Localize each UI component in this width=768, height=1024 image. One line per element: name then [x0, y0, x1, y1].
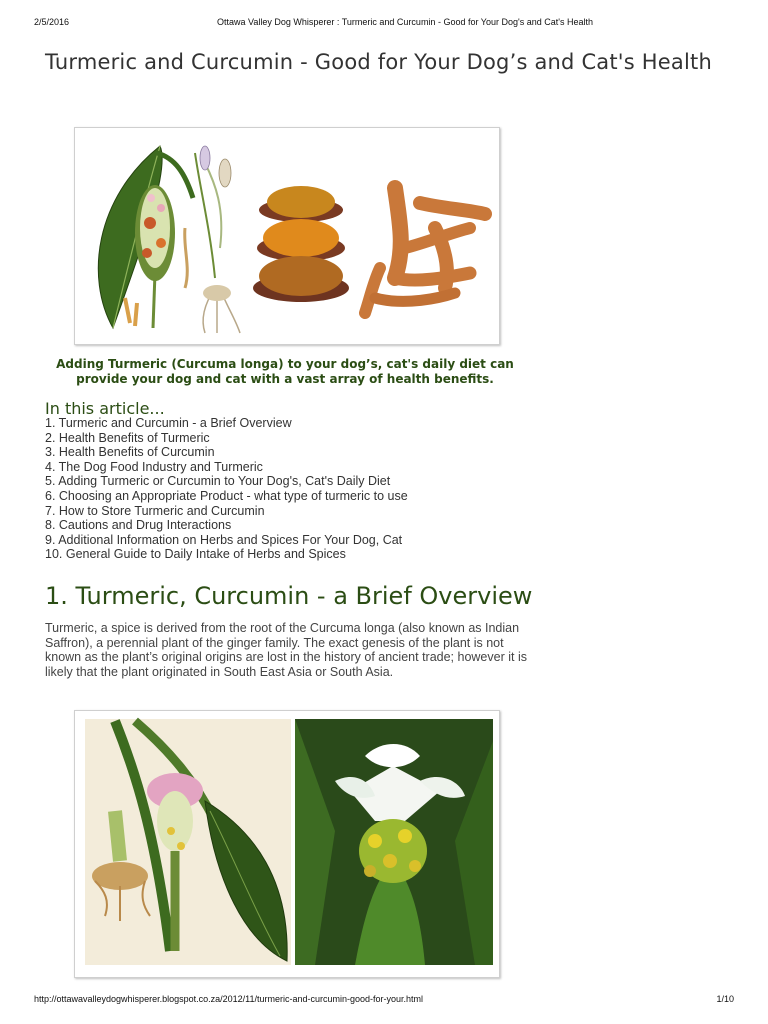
figure-caption: Adding Turmeric (Curcuma longa) to your dog’s, cat's daily diet can provide your dog and cat with a vast array of health benefits.	[56, 357, 514, 386]
page-number: 1/10	[716, 994, 734, 1004]
section-heading: 1. Turmeric, Curcumin - a Brief Overview	[45, 582, 533, 610]
overview-paragraph: Turmeric, a spice is derived from the root of the Curcuma longa (also known as Indian Saffron), a perennial plant of the ginger family. The exact genesis of the plant is not known as the plant’s original origins are lost in the history of ancient trade; however it is likely that the plant originated in South East Asia or South Asia.	[45, 621, 527, 679]
curcuma-flower-figure	[74, 710, 500, 978]
curcuma-flower-illustration	[75, 711, 499, 977]
toc-item[interactable]: 2. Health Benefits of Turmeric	[45, 430, 210, 445]
turmeric-illustration	[75, 128, 499, 344]
print-date: 2/5/2016	[34, 17, 70, 27]
toc-item[interactable]: 6. Choosing an Appropriate Product - what type of turmeric to use	[45, 488, 408, 503]
toc-item[interactable]: 9. Additional Information on Herbs and Spices For Your Dog, Cat	[45, 532, 403, 547]
toc-item[interactable]: 5. Adding Turmeric or Curcumin to Your Dog's, Cat's Daily Diet	[45, 474, 391, 489]
toc-item[interactable]: 3. Health Benefits of Curcumin	[45, 445, 215, 460]
article-title: Turmeric and Curcumin - Good for Your Dog’s and Cat's Health	[45, 50, 712, 74]
toc-item[interactable]: 10. General Guide to Daily Intake of Herbs and Spices	[45, 547, 346, 562]
toc-item[interactable]: 7. How to Store Turmeric and Curcumin	[45, 503, 265, 518]
toc-item[interactable]: 4. The Dog Food Industry and Turmeric	[45, 459, 263, 474]
toc-heading: In this article...	[45, 399, 165, 418]
page-url: http://ottawavalleydogwhisperer.blogspot.co.za/2012/11/turmeric-and-curcumin-good-for-your.html	[34, 994, 424, 1004]
table-of-contents	[45, 416, 408, 562]
print-header	[0, 17, 768, 31]
print-page-title: Ottawa Valley Dog Whisperer : Turmeric and Curcumin - Good for Your Dog's and Cat's Health	[217, 17, 593, 27]
turmeric-plant-spice-figure	[74, 127, 500, 345]
toc-item[interactable]: 1. Turmeric and Curcumin - a Brief Overview	[45, 416, 292, 430]
toc-item[interactable]: 8. Cautions and Drug Interactions	[45, 518, 232, 533]
